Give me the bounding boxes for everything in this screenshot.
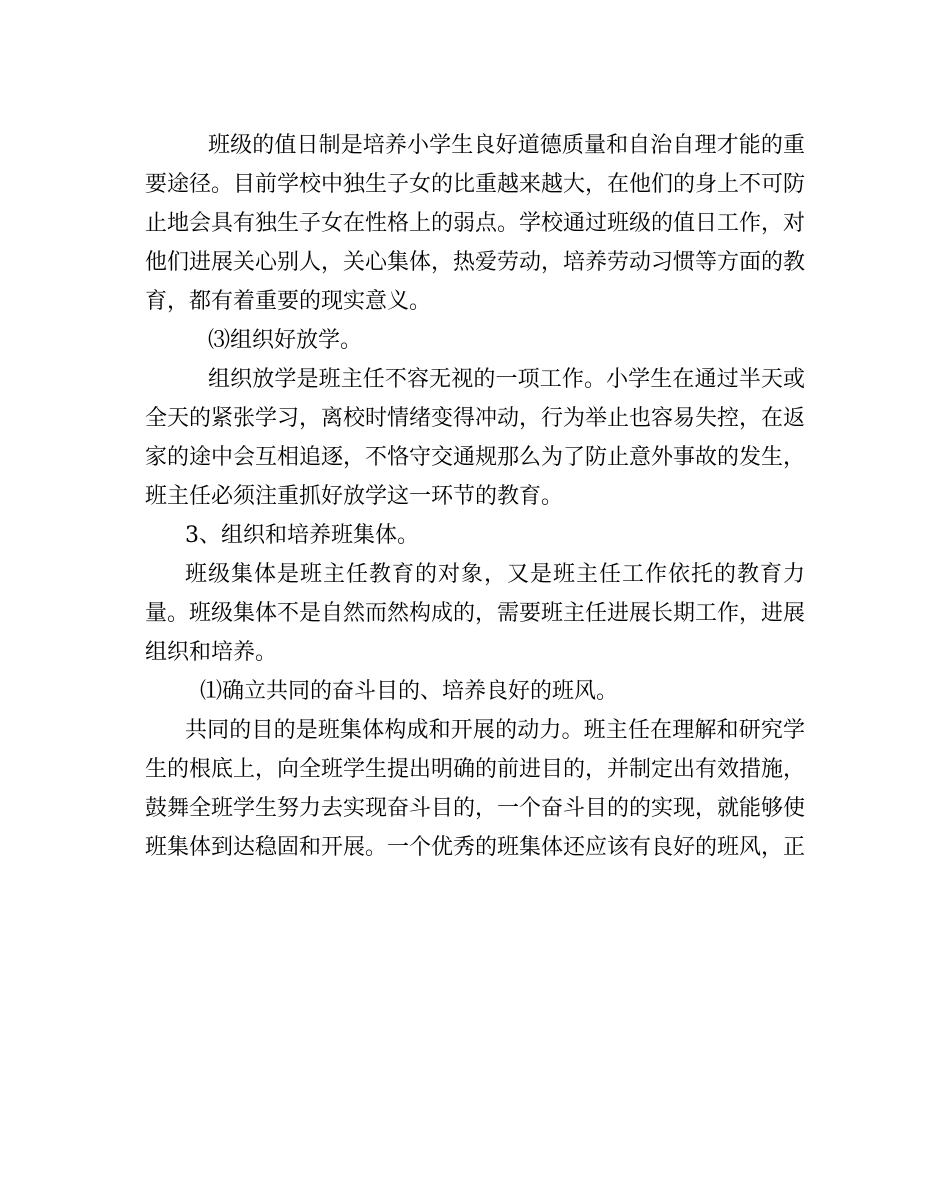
- paragraph-common-goal: 共同的目的是班集体构成和开展的动力。班主任在理解和研究学生的根底上，向全班学生提出明确的前进目的，并制定出有效措施，鼓舞全班学生努力去实现奋斗目的，一个奋斗目的的实现，就能够使班集体到达稳固和开展。一个优秀的班集体还应该有良好的班风，正: [145, 718, 806, 860]
- subheading-common-goal: ⑴确立共同的奋斗目的、培养良好的班风。: [200, 679, 619, 704]
- section-heading-class-collective: 3、组织和培养班集体。: [185, 523, 419, 548]
- paragraph-dismissal: 组织放学是班主任不容无视的一项工作。小学生在通过半天或全天的紧张学习，离校时情绪变得冲动，行为举止也容易失控，在返家的途中会互相追逐，不恪守交通规那么为了防止意外事故的发生，班主任必须注重抓好放学这一环节的教育。: [145, 367, 806, 509]
- paragraph-duty-system: 班级的值日制是培养小学生良好道德质量和自治自理才能的重要途径。目前学校中独生子女的比重越来越大，在他们的身上不可防止地会具有独生子女在性格上的弱点。学校通过班级的值日工作，对他们进展关心别人，关心集体，热爱劳动，培养劳动习惯等方面的教育，都有着重要的现实意义。: [145, 133, 806, 314]
- subheading-organize-dismissal: ⑶组织好放学。: [208, 328, 363, 353]
- paragraph-class-collective: 班级集体是班主任教育的对象，又是班主任工作依托的教育力量。班级集体不是自然而然构成的，需要班主任进展长期工作，进展组织和培养。: [145, 562, 806, 665]
- document-body: [145, 126, 805, 867]
